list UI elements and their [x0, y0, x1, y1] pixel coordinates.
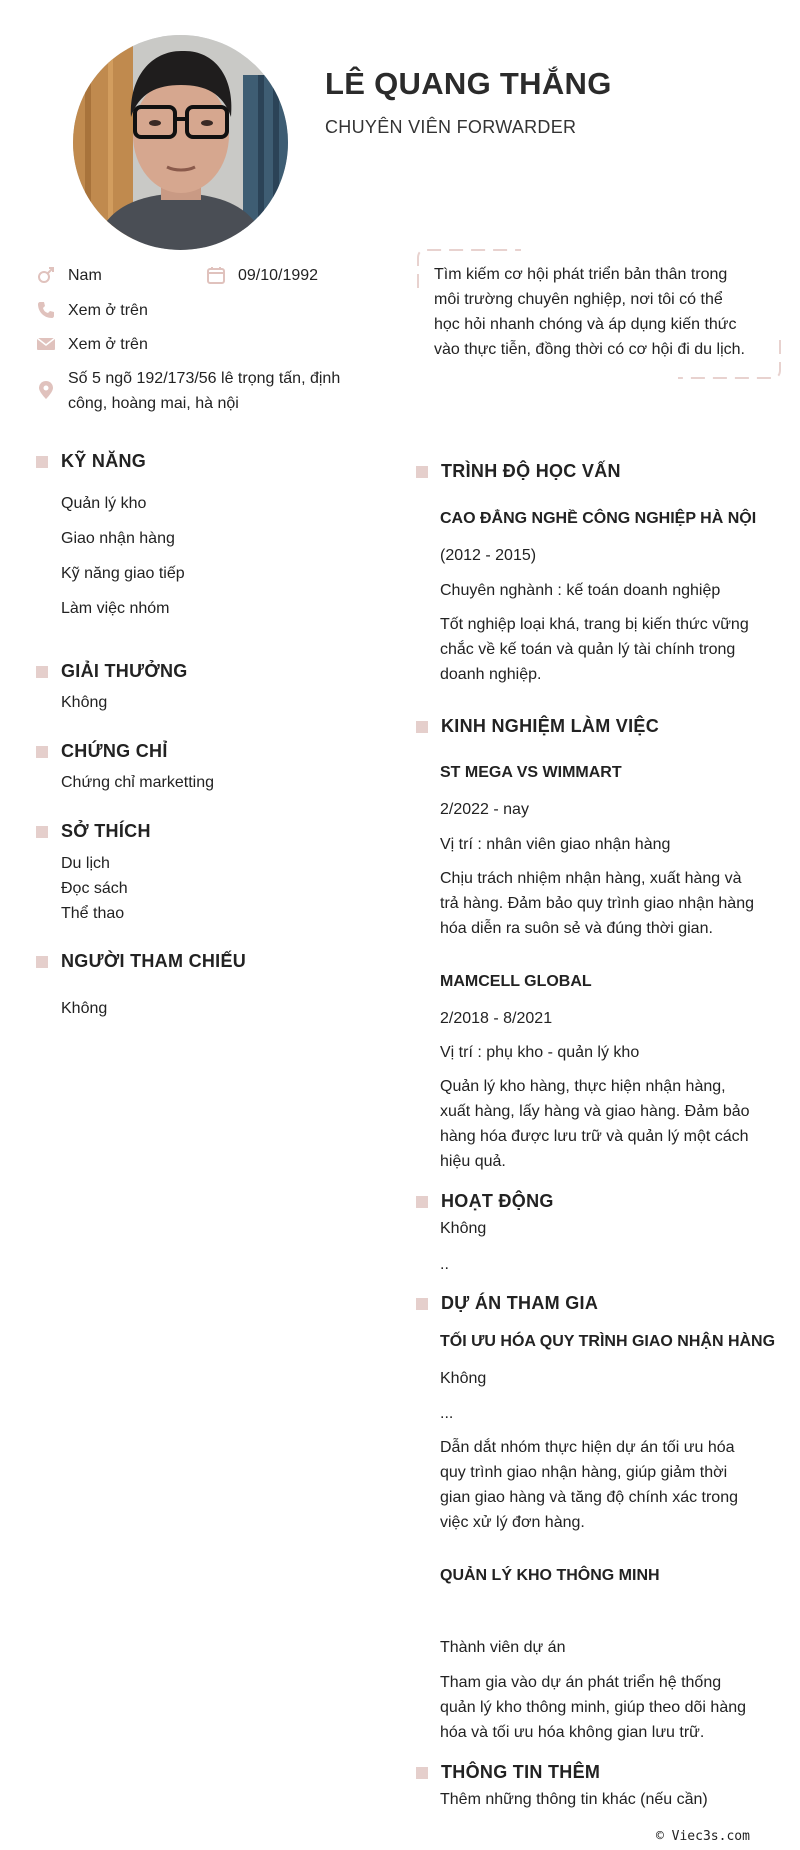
contact-address — [36, 366, 340, 416]
project-name: QUẢN LÝ KHO THÔNG MINH — [440, 1567, 660, 1584]
job-position: Vị trí : phụ kho - quản lý kho — [440, 1044, 640, 1061]
project-desc-line: hóa và tối ưu hóa không gian lưu trữ. — [440, 1724, 705, 1741]
additional-heading-text: THÔNG TIN THÊM — [441, 1762, 601, 1782]
job-period: 2/2018 - 8/2021 — [440, 1010, 553, 1027]
job-company: ST MEGA VS WIMMART — [440, 764, 622, 781]
location-icon — [36, 380, 56, 400]
candidate-title: CHUYÊN VIÊN FORWARDER — [325, 117, 577, 137]
section-marker — [416, 1196, 428, 1208]
job-desc-line: xuất hàng, lấy hàng và giao hàng. Đảm bảo — [440, 1103, 750, 1120]
contact-gender — [36, 263, 102, 288]
education-description — [440, 612, 749, 687]
references-heading — [36, 951, 246, 972]
activities-heading-text: HOẠT ĐỘNG — [441, 1191, 554, 1211]
activities-text: Không — [440, 1220, 487, 1237]
education-school: CAO ĐẲNG NGHỀ CÔNG NGHIỆP HÀ NỘI — [440, 510, 757, 527]
hobby-item: Thể thao — [61, 905, 125, 922]
section-marker — [416, 1298, 428, 1310]
job-company: MAMCELL GLOBAL — [440, 973, 592, 990]
awards-heading — [36, 661, 188, 682]
projects-heading — [416, 1293, 598, 1314]
skill-item: Quản lý kho — [61, 495, 147, 512]
address-line-1: Số 5 ngõ 192/173/56 lê trọng tấn, định — [68, 370, 341, 387]
career-objective — [416, 248, 782, 380]
hobbies-heading — [36, 821, 151, 842]
certificates-heading-text: CHỨNG CHỈ — [61, 741, 168, 761]
section-marker — [36, 456, 48, 468]
objective-line-3: học hỏi nhanh chóng và áp dụng kiến thức — [434, 316, 737, 333]
skill-item: Làm việc nhóm — [61, 600, 170, 617]
skill-item: Giao nhận hàng — [61, 530, 175, 547]
phone-text: Xem ở trên — [68, 302, 148, 319]
address-line-2: công, hoàng mai, hà nội — [68, 395, 239, 412]
section-marker — [416, 1767, 428, 1779]
education-major: Chuyên nghành : kế toán doanh nghiệp — [440, 582, 721, 599]
project-extra: ... — [440, 1405, 454, 1422]
section-marker — [416, 721, 428, 733]
email-text: Xem ở trên — [68, 336, 148, 353]
project-name: TỐI ƯU HÓA QUY TRÌNH GIAO NHẬN HÀNG — [440, 1333, 776, 1350]
objective-line-4: vào thực tiễn, đồng thời có cơ hội đi du lịch. — [434, 341, 745, 358]
skill-item: Kỹ năng giao tiếp — [61, 565, 185, 582]
project-desc-line: quy trình giao nhận hàng, giúp giảm thời — [440, 1464, 728, 1481]
skills-heading-text: KỸ NĂNG — [61, 451, 147, 471]
gender-icon — [36, 265, 56, 285]
contact-phone — [36, 298, 148, 323]
objective-line-1: Tìm kiếm cơ hội phát triển bản thân trong — [434, 266, 728, 283]
project-desc-line: gian giao hàng và tăng độ chính xác trong — [440, 1489, 738, 1506]
dob-text: 09/10/1992 — [238, 267, 319, 284]
project-role: Thành viên dự án — [440, 1639, 566, 1656]
section-marker — [36, 826, 48, 838]
watermark: © Viec3s.com — [656, 1829, 750, 1844]
education-period: (2012 - 2015) — [440, 547, 537, 564]
education-heading-text: TRÌNH ĐỘ HỌC VẤN — [441, 461, 621, 481]
project-description — [440, 1435, 738, 1535]
education-desc-line: Tốt nghiệp loại khá, trang bị kiến thức vững — [440, 616, 749, 633]
project-desc-line: việc xử lý đơn hàng. — [440, 1514, 585, 1531]
project-desc-line: Tham gia vào dự án phát triển hệ thống — [440, 1674, 722, 1691]
phone-icon — [36, 300, 56, 320]
projects-heading-text: DỰ ÁN THAM GIA — [441, 1293, 599, 1313]
section-marker — [36, 666, 48, 678]
section-marker — [416, 466, 428, 478]
project-description — [440, 1670, 746, 1745]
certificates-text: Chứng chỉ marketting — [61, 774, 214, 791]
certificates-heading — [36, 741, 168, 762]
job-desc-line: hóa diễn ra suôn sẻ và đúng thời gian. — [440, 920, 713, 937]
activities-heading — [416, 1191, 554, 1212]
objective-line-2: môi trường chuyên nghiệp, nơi tôi có thể — [434, 291, 723, 308]
job-desc-line: hàng hóa được lưu trữ và quản lý một cách — [440, 1128, 749, 1145]
awards-text: Không — [61, 694, 108, 711]
hobby-item: Đọc sách — [61, 880, 128, 897]
contact-email — [36, 332, 148, 357]
job-position: Vị trí : nhân viên giao nhận hàng — [440, 836, 671, 853]
avatar — [73, 35, 288, 250]
job-description — [440, 1074, 750, 1174]
project-desc-line: Dẫn dắt nhóm thực hiện dự án tối ưu hóa — [440, 1439, 735, 1456]
experience-heading-text: KINH NGHIỆM LÀM VIỆC — [441, 716, 660, 736]
section-marker — [36, 746, 48, 758]
contact-dob — [206, 263, 318, 288]
email-icon — [36, 334, 56, 354]
education-desc-line: chắc về kế toán và quản lý tài chính trong — [440, 641, 736, 658]
project-role: Không — [440, 1370, 487, 1387]
experience-heading — [416, 716, 659, 737]
additional-heading — [416, 1762, 600, 1783]
hobby-item: Du lịch — [61, 855, 110, 872]
additional-text: Thêm những thông tin khác (nếu cần) — [440, 1791, 708, 1808]
references-text: Không — [61, 1000, 108, 1017]
profile-photo — [73, 35, 288, 250]
education-heading — [416, 461, 621, 482]
hobbies-heading-text: SỞ THÍCH — [61, 821, 151, 841]
job-desc-line: trả hàng. Đảm bảo quy trình giao nhận hàng — [440, 895, 754, 912]
candidate-name: LÊ QUANG THẮNG — [325, 66, 612, 101]
job-desc-line: Quản lý kho hàng, thực hiện nhận hàng, — [440, 1078, 726, 1095]
section-marker — [36, 956, 48, 968]
education-desc-line: doanh nghiệp. — [440, 666, 542, 683]
job-desc-line: hiệu quả. — [440, 1153, 506, 1170]
awards-heading-text: GIẢI THƯỞNG — [61, 661, 188, 681]
job-period: 2/2022 - nay — [440, 801, 529, 818]
activities-extra: .. — [440, 1256, 449, 1273]
job-description — [440, 866, 754, 941]
job-desc-line: Chịu trách nhiệm nhận hàng, xuất hàng và — [440, 870, 742, 887]
references-heading-text: NGƯỜI THAM CHIẾU — [61, 951, 247, 971]
gender-text: Nam — [68, 267, 102, 284]
skills-heading — [36, 451, 146, 472]
project-desc-line: quản lý kho thông minh, giúp theo dõi hàng — [440, 1699, 747, 1716]
calendar-icon — [206, 265, 226, 285]
